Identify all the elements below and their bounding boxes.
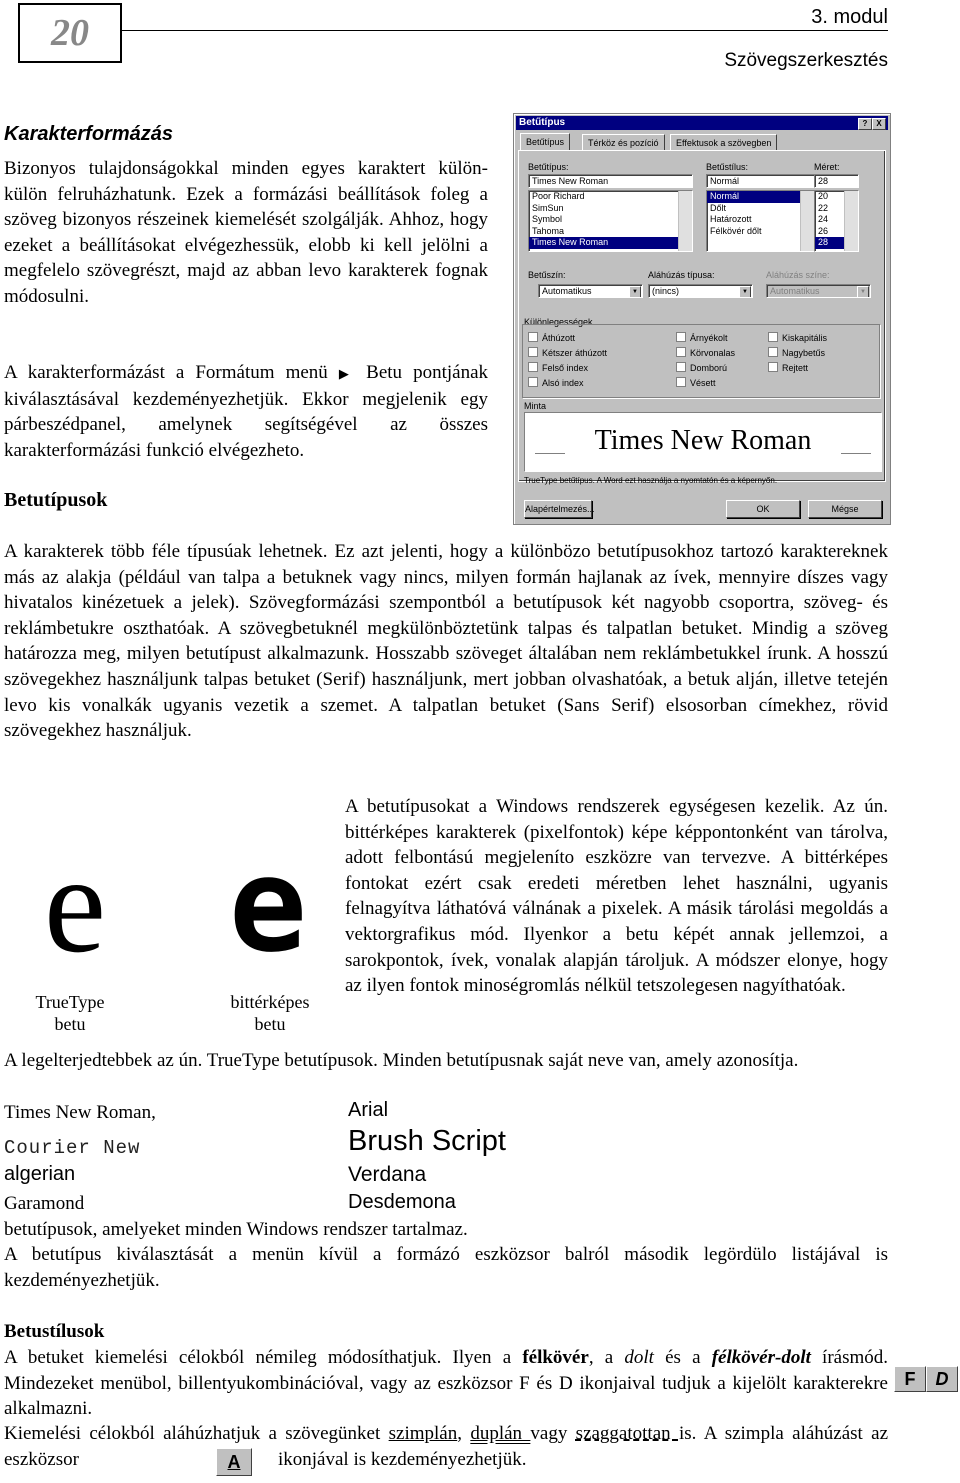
size-list[interactable]: [814, 190, 859, 252]
checkbox-subscript[interactable]: Alsó index: [528, 377, 584, 388]
checkbox-small-caps[interactable]: Kiskapitális: [768, 332, 827, 343]
checkbox-emboss[interactable]: Domború: [676, 362, 727, 373]
font-sample-algerian: algerian: [4, 1163, 76, 1185]
preview-text: Times New Roman: [594, 425, 812, 456]
paragraph-windows-fonts: betutípusok, amelyeket minden Windows rendszer tartalmaz.: [4, 1219, 468, 1240]
style-label: Betűstílus:: [706, 162, 749, 172]
bold-sample: félkövér: [522, 1347, 589, 1368]
font-sample-desdemona: Desdemona: [348, 1191, 456, 1213]
size-list-item[interactable]: 20: [818, 191, 829, 201]
checkbox-outline[interactable]: Körvonalas: [676, 347, 735, 358]
underline-text-d: ikonjával is kezdeményezhetjük.: [278, 1449, 527, 1470]
size-list-item[interactable]: 22: [818, 202, 829, 213]
font-list-item[interactable]: Poor Richard: [532, 191, 585, 201]
checkbox-superscript[interactable]: Felső index: [528, 362, 588, 373]
styles-text-b: , a: [588, 1347, 625, 1368]
style-list-item[interactable]: Dőlt: [710, 202, 727, 213]
chapter-subtitle: Szövegszerkesztés: [724, 50, 888, 71]
truetype-caption: [20, 991, 120, 1035]
bitmap-caption: [210, 991, 330, 1035]
paragraph-font-styles: [4, 1345, 888, 1422]
font-sample-garamond: Garamond: [4, 1193, 85, 1214]
underline-color-select[interactable]: [766, 284, 871, 298]
underline-sep: ,: [457, 1423, 471, 1444]
truetype-caption-line1: TrueType: [35, 992, 105, 1012]
font-list-item[interactable]: Tahoma: [532, 225, 565, 236]
font-label: Betűtípus:: [528, 162, 569, 172]
menu-arrow-icon: ▶: [338, 366, 356, 381]
font-sample-verdana: Verdana: [348, 1163, 427, 1186]
font-list-item[interactable]: Symbol: [532, 214, 563, 224]
underline-toolbar-button[interactable]: A: [216, 1448, 252, 1476]
underline-label: Aláhúzás típusa:: [648, 270, 715, 280]
bold-toolbar-button[interactable]: F: [894, 1366, 926, 1392]
styles-text-d: írásmód. Mindezeket menübol, billentyukombinációval, vagy az eszközsor F és D ikonjaival tudjuk a kijelölt karakterekre alkalmazni.: [4, 1347, 889, 1420]
section-heading-betustilusok: Betustílusok: [4, 1321, 105, 1342]
checkbox-shadow[interactable]: Árnyékolt: [676, 332, 728, 343]
style-list[interactable]: [706, 190, 815, 252]
underline-text-a: Kiemelési célokból aláhúzhatjuk a szövegünket: [4, 1423, 389, 1444]
style-list-item[interactable]: Határozott: [710, 214, 752, 224]
size-input[interactable]: 28: [814, 174, 859, 188]
checkbox-double-strikethrough[interactable]: Kétszer áthúzott: [528, 347, 607, 358]
bitmap-caption-line1: bittérképes: [230, 992, 310, 1012]
color-select[interactable]: [538, 284, 643, 298]
checkbox-strikethrough[interactable]: Áthúzott: [528, 332, 575, 343]
style-list-item[interactable]: Félkövér dőlt: [710, 225, 762, 236]
text-format-menu-a: A karakterformázást a Formátum menü: [4, 362, 328, 383]
size-list-scrollbar[interactable]: [844, 191, 858, 251]
truetype-caption-line2: betu: [54, 1014, 86, 1034]
chevron-down-icon[interactable]: ▼: [629, 286, 641, 298]
help-button[interactable]: ?: [858, 118, 872, 130]
styles-text-a: A betuket kiemelési célokból némileg módosíthatjuk. Ilyen a: [4, 1347, 523, 1368]
chevron-down-icon[interactable]: ▼: [857, 286, 869, 298]
style-input[interactable]: Normál: [706, 174, 815, 188]
double-underline-sample: duplán: [470, 1423, 531, 1444]
size-list-item-selected[interactable]: 28: [815, 237, 858, 249]
underline-select[interactable]: [648, 284, 753, 298]
preview-rule: [841, 453, 871, 454]
underline-text-c: is. A szimpla aláhúzást az eszközsor: [4, 1423, 889, 1470]
truetype-glyph: e: [43, 827, 107, 982]
paragraph-font-types: A karakterek több féle típusúak lehetnek. Ez azt jelenti, hogy a különbözo betutípusokhoz tartozó karaktereknek más az alakja (például van talpa a betuknek vagy nincs, milyen formán hajlanak az ívek, mennyire díszes vagy hivatalos kinézetuek a jelek). Szövegformázási szempontból a betutípusok két nagyobb csoportra, szöveg- és reklámbetukre oszthatóak. A szövegbetuknél megkülönböztetünk talpas és talpatlan betuket. Mindig a szöveg határozza meg, milyen betutípust alkalmazunk. Hosszabb szöveget általában nem reklámbetukkel írunk. A hosszú szövegekhez használjunk talpas betuket (Serif) használjunk, mert jobban olvashatóak, a betuk alján, illetve tetején levo kis vonalkák ugyanis vezetik a szemet. A talpatlan betuket (Sans Serif) elsosorban címekhez, rövid szövegekhez használjuk.: [4, 541, 888, 742]
paragraph-bitmap-vector: A betutípusokat a Windows rendszerek egységesen kezelik. Az ún. bittérképes karakterek (pixelfontok) képe képpontonként van tárolva, adott felbontású megjeleníto eszközre van tervezve. A bittérképes fontokat ezért csak eredeti méretben lehet használni, ugyanis felnagyítva láthatóvá válnának a pixelek. A másik tárolási megoldás a vektorgrafikus mód. Ilyenkor a betu képét annak jellemzoi, a sarokpontok, ívek, vonalak alapján tároljuk. A módszer elonye, hogy az ilyen fontok minoségromlás nélkül tetszolegesen nagyíthatóak.: [345, 796, 888, 997]
bitmap-glyph: e: [228, 829, 308, 981]
tab-effects[interactable]: Effektusok a szövegben: [670, 134, 777, 151]
section-heading-betutipusok: Betutípusok: [4, 489, 108, 511]
text-format-menu-b: Betu pontjának kiválasztásával kezdeményezhetjük. Ekkor megjelenik egy párbeszédpanel, amelynek segítségével az összes karakterformázási funkció elvégezheto.: [4, 362, 489, 461]
font-list[interactable]: [528, 190, 693, 252]
font-sample-brush-script: Brush Script: [348, 1125, 506, 1157]
color-label: Betűszín:: [528, 270, 566, 280]
preview-rule: [535, 453, 565, 454]
effects-label: Különlegességek: [524, 317, 593, 327]
dialog-titlebar: [516, 116, 888, 130]
size-list-item[interactable]: 26: [818, 225, 829, 236]
font-info-text: TrueType betűtípus. A Word ezt használja a nyomtatón és a képernyőn.: [524, 476, 778, 485]
preview-label: Minta: [524, 401, 547, 411]
bold-italic-sample: félkövér-dolt: [711, 1347, 811, 1368]
page-number: 20: [51, 12, 89, 54]
font-list-item-selected[interactable]: Times New Roman: [529, 237, 692, 249]
page-number-box: [18, 3, 122, 63]
paragraph-format-menu: [4, 360, 488, 463]
font-sample-times: Times New Roman,: [4, 1102, 156, 1123]
underline-color-value: Automatikus: [770, 286, 820, 296]
style-list-scrollbar[interactable]: [800, 191, 814, 251]
module-title: 3. modul: [811, 6, 888, 28]
ok-button[interactable]: OK: [726, 500, 800, 518]
close-button[interactable]: X: [872, 118, 886, 130]
italic-toolbar-button[interactable]: D: [926, 1366, 958, 1392]
chevron-down-icon[interactable]: ▼: [739, 286, 751, 298]
font-list-scrollbar[interactable]: [678, 191, 692, 251]
dotted-underline-sample: szaggatottan: [575, 1423, 679, 1444]
tab-spacing[interactable]: Térköz és pozíció: [582, 134, 665, 151]
checkbox-engrave[interactable]: Vésett: [676, 377, 716, 388]
dialog-title: Betűtípus: [519, 117, 566, 128]
style-list-item-selected[interactable]: Normál: [707, 191, 814, 203]
font-sample-courier: Courier New: [4, 1137, 141, 1159]
cancel-button[interactable]: Mégse: [808, 500, 882, 518]
bitmap-caption-line2: betu: [254, 1014, 286, 1034]
styles-text-c: és a: [653, 1347, 712, 1368]
font-dialog: [513, 113, 891, 525]
underline-color-label: Aláhúzás színe:: [766, 270, 830, 280]
preview-box: [524, 412, 882, 472]
tab-font[interactable]: Betűtípus: [520, 133, 570, 151]
checkbox-hidden[interactable]: Rejtett: [768, 362, 808, 373]
paragraph-intro: Bizonyos tulajdonságokkal minden egyes karaktert külön-külön felruházhatunk. Ezek a formázási beállítások foleg a szöveg bizonyos részeinek kiemelését szolgálják. Ahhoz, hogy ezeket a beállításokat elvégezhessük, elobb ki kell jelölni a megfelelo szövegrészt, majd az abban levo karakterek fognak módosulni.: [4, 158, 488, 307]
font-input[interactable]: Times New Roman: [528, 174, 693, 188]
paragraph-truetype: A legelterjedtebbek az ún. TrueType betutípusok. Minden betutípusnak saját neve van, amely azonosítja.: [4, 1050, 799, 1071]
color-select-value: Automatikus: [542, 286, 592, 296]
size-label: Méret:: [814, 162, 840, 172]
italic-sample: dolt: [624, 1347, 654, 1368]
header-rule: [120, 30, 888, 31]
section-heading-karakterformazas: Karakterformázás: [4, 123, 173, 145]
font-sample-arial: Arial: [348, 1099, 389, 1121]
paragraph-font-selection: A betutípus kiválasztását a menün kívül a formázó eszközsor balról második legördülo listájával is kezdeményezhetjük.: [4, 1244, 888, 1291]
underline-select-value: (nincs): [652, 286, 680, 296]
font-list-item[interactable]: SimSun: [532, 202, 564, 213]
checkbox-all-caps[interactable]: Nagybetűs: [768, 347, 825, 358]
default-button[interactable]: Alapértelmezés...: [524, 500, 592, 518]
single-underline-sample: szimplán: [388, 1423, 458, 1444]
underline-text-b: vagy: [530, 1423, 576, 1444]
size-list-item[interactable]: 24: [818, 214, 829, 224]
